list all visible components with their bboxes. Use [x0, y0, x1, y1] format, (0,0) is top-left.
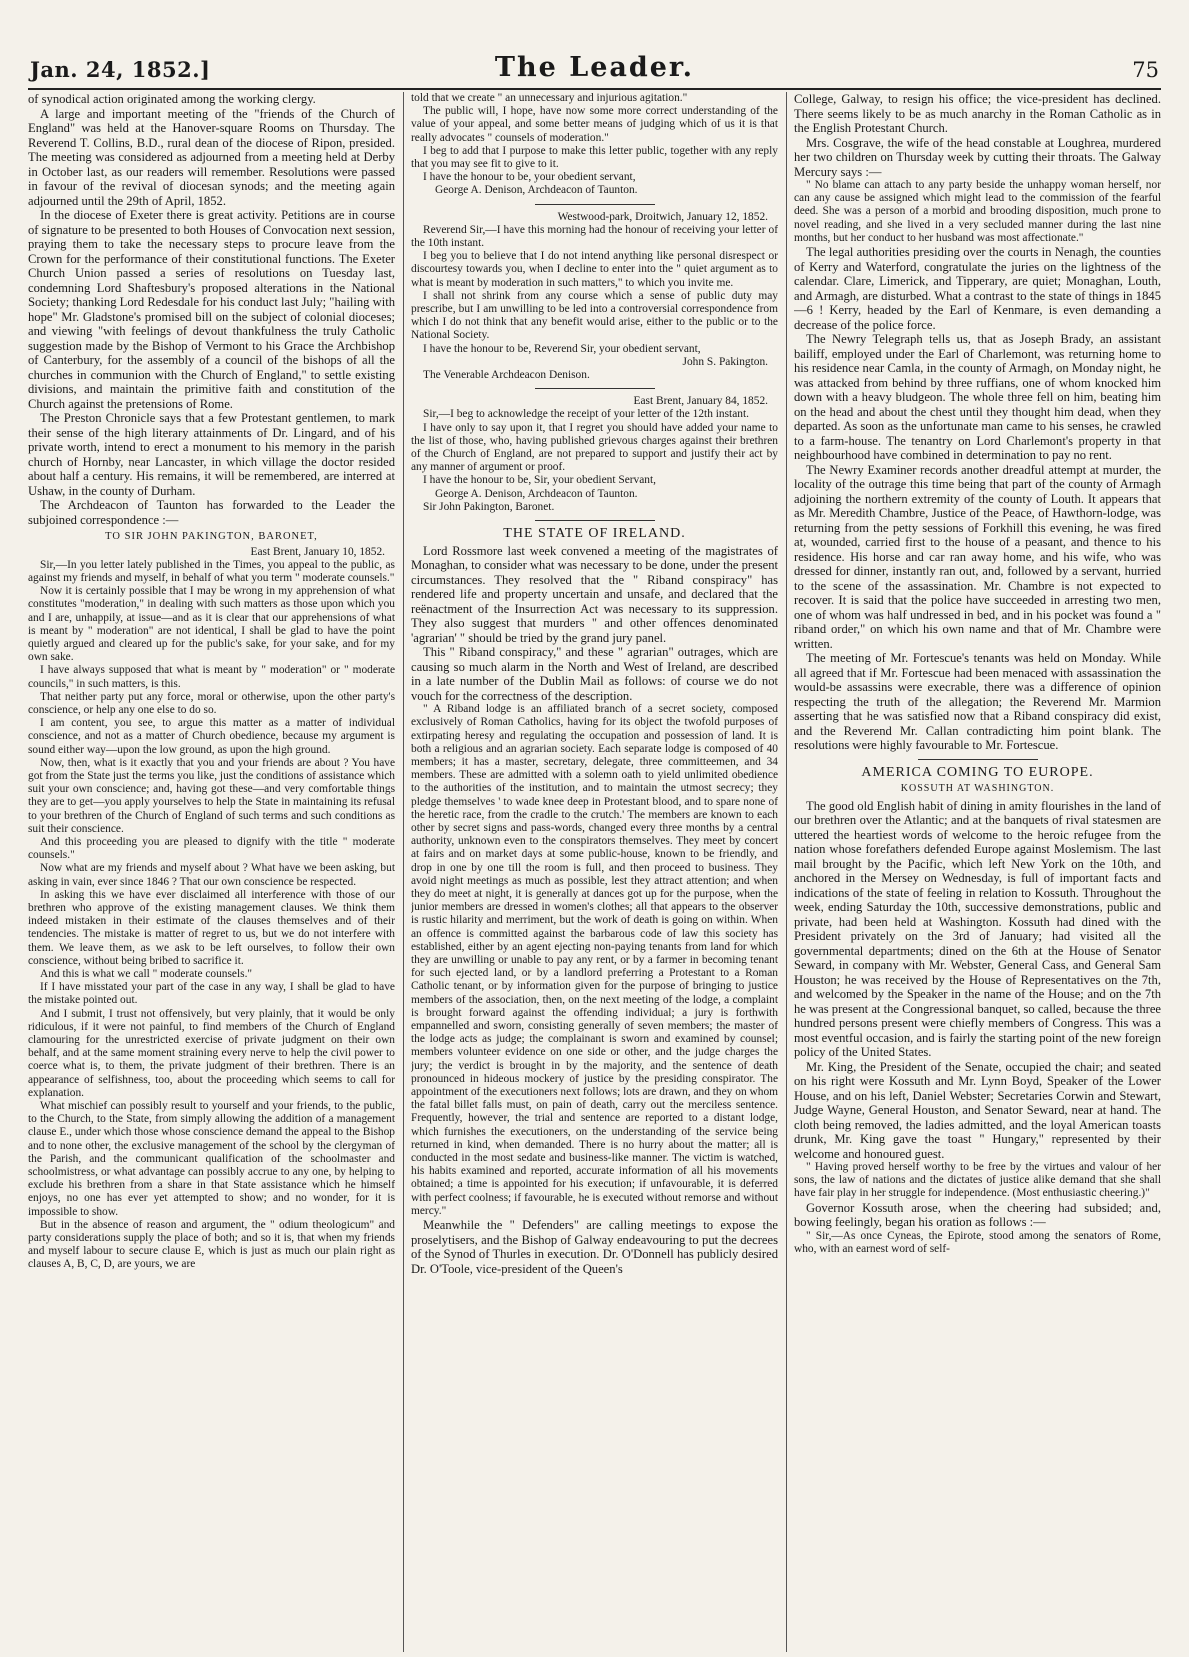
paragraph: of synodical action originated among the working clergy.	[28, 92, 316, 106]
paragraph: The good old English habit of dining in amity flourishes in the land of our brethren over the Atlantic; and at the banquets of rival statesmen are uttered the heartiest words of welcome to the heroic refugee from the nation whose forefathers defended Europe against Moslemism. The last mail brought by the Pacific, which left New York on the 10th, and anchored in the Mersey on Wednesday, is full of important facts and indications of the state of feeling in relation to Kossuth. Throughout the week, ending Saturday the 10th, successive demonstrations, public and private, had been held at Washington. Kossuth had dined with the President privately on the 3rd of January; had visited all the governmental departments; dined on the 6th at the House of Senator Seward, in company with Mr. Webster, General Cass, and General Sam Houston; he was received by the House of Representatives on the 7th, and welcomed by the Speaker in the name of the House; and on the 7th he was present at the Congressional banquet, so called, because the three hundred persons present were chiefly members of Congress. This was a most eventful occasion, and is fairly the starting point of the new foreign policy of the United States.	[794, 798, 1161, 1060]
paragraph: Now, then, what is it exactly that you and your friends are about ? You have got from the State just the terms you like, just the conditions of assistance which suit your own conscience; and, having got these—and very comfortable things they are to get—you apply yourselves to help the State in maintaining its refusal to your brethren of the Church of England of such terms and such conditions as suit their conscience.	[28, 756, 395, 835]
paragraph: In asking this we have ever disclaimed all interference with those of our brethren who approve of the existing management clauses. We think them indeed mistaken in their estimate of the clauses themselves and of their tendencies. The mistake is matter of regret to us, but we do not interfere with them. We leave them, as we ask to be left ourselves, to follow their own conscience, without being bribed to sacrifice it.	[28, 888, 395, 967]
paragraph: In the diocese of Exeter there is great activity. Petitions are in course of signature to be presented to both Houses of Convocation next session, praying them to take the necessary steps to procure leave from the Crown for the performance of their constitutional functions. The Exeter Church Union passed a series of resolutions on Tuesday last, condemning Lord Shaftesbury's proposed alterations in the National Society; thanking Lord Redesdale for his conduct last July; "hailing with hope" Mr. Gladstone's promised bill on the subject of colonial dioceses; and viewing "with feelings of devout thankfulness the truly Catholic suggestion made by the Bishop of Vermont to his Grace the Archbishop of Canterbury, for the assembly of a council of the bishops of all the churches in communion with the Church of England," to settle existing divisions, and maintain the primitive faith and constitution of the Church against the pretensions of Rome.	[28, 208, 395, 411]
paragraph: Lord Rossmore last week convened a meeting of the magistrates of Monaghan, to consider what was necessary to be done, under the present circumstances. They resolved that the " Riband conspiracy" has rendered life and property uncertain and unsafe, and declared that the reënactment of the Insurrection Act was necessary to its suppression. They also suggest that murders " and other offences denominated 'agrarian' " should be tried by the grand jury panel.	[411, 543, 778, 645]
paragraph: I have the honour to be, Sir, your obedient Servant,	[423, 474, 656, 487]
divider	[918, 759, 1038, 760]
page-header	[28, 40, 1161, 90]
paragraph: " Having proved herself worthy to be free by the virtues and valour of her sons, the law of nations and the dictates of justice alike demand that she shall have fair play in her struggle for independence. (Most enthusiastic cheering.)"	[794, 1161, 1161, 1200]
column-2	[411, 92, 778, 1652]
signature: John S. Pakington.	[682, 355, 768, 368]
section-heading: AMERICA COMING TO EUROPE.	[861, 764, 1094, 780]
letter-heading: TO SIR JOHN PAKINGTON, BARONET,	[105, 531, 318, 542]
section-heading: THE STATE OF IRELAND.	[503, 526, 686, 542]
paragraph: That neither party put any force, moral or otherwise, upon the other party's conscience, or help any one else to do so.	[28, 690, 395, 716]
paragraph: The public will, I hope, have now some more correct understanding of the value of your appeal, and some better means of judging which of us it is that really advocates " counsels of moderation."	[411, 105, 778, 144]
paragraph: I am content, you see, to argue this matter as a matter of individual conscience, and not as a matter of Church obedience, because my argument is sound either way—upon the low ground, as upon the high ground.	[28, 717, 395, 756]
signature: George A. Denison, Archdeacon of Taunton.	[435, 487, 638, 500]
paragraph: I beg to add that I purpose to make this letter public, together with any reply that you may see fit to give to it.	[411, 144, 778, 171]
paragraph: Governor Kossuth arose, when the cheering had subsided; and, bowing feelingly, began his oration as follows :—	[794, 1200, 1161, 1230]
paragraph: Now what are my friends and myself about ? What have we been asking, but asking in vain, ever since 1846 ? That our own conscience be respected.	[28, 862, 395, 888]
letter-body	[411, 395, 778, 514]
signature: George A. Denison, Archdeacon of Taunton.	[435, 184, 638, 197]
paragraph: told that we create " an unnecessary and injurious agitation."	[411, 92, 688, 104]
letter-dateline: Westwood-park, Droitwich, January 12, 1852.	[557, 210, 768, 223]
paragraph: I have the honour to be, Reverend Sir, your obedient servant,	[423, 342, 701, 355]
paragraph: " No blame can attach to any party beside the unhappy woman herself, nor can any cause be assigned which might lead to the commission of the fearful deed. She was a person of a morbid and brooding disposition, much prone to novel reading, and she lived in a very secluded manner during the last nine months, but her conduct to her husband was most affectionate."	[794, 179, 1161, 244]
paragraph: And this proceeding you are pleased to dignify with the title " moderate counsels."	[28, 835, 395, 862]
divider	[535, 520, 655, 521]
paragraph: But in the absence of reason and argument, the " odium theologicum" and party considerations supply the place of both; and so it is, that when my friends and myself labour to secure clause E, which is just as much our plain right as clauses A, B, C, D, are yours, we are	[28, 1218, 395, 1271]
paragraph: Mr. King, the President of the Senate, occupied the chair; and seated on his right were Kossuth and Mr. Lynn Boyd, Speaker of the Lower House, and on his left, Daniel Webster; Secretaries Corwin and Stewart, Judge Wayne, General Houston, and Senator Seward, near at hand. The cloth being removed, the ladies admitted, and the loyal American toasts drunk, Mr. King gave the toast " Hungary," represented by their welcome and honoured guest.	[794, 1059, 1161, 1161]
paragraph: The meeting of Mr. Fortescue's tenants was held on Monday. While all agreed that if Mr. Fortescue had been menaced with assassination the would-be assassins were execrable, there was a difference of opinion respecting the truth of the allegation; the Reverend Mr. Marmion asserting that he was satisfied now that a Riband conspiracy did exist, and the Reverend Mr. Callan contradicting him point blank. The resolutions were highly favourable to Mr. Fortescue.	[794, 651, 1161, 753]
paragraph: The Archdeacon of Taunton has forwarded to the Leader the subjoined correspondence :—	[28, 498, 395, 527]
paragraph: Reverend Sir,—I have this morning had the honour of receiving your letter of the 10th instant.	[411, 223, 778, 250]
paragraph: The legal authorities presiding over the courts in Nenagh, the counties of Kerry and Waterford, congratulate the juries on the lightness of the calendar. Clare, Limerick, and Tipperary, are quiet; Monaghan, Louth, and Armagh, are disturbed. What a contrast to the state of things in 1845—6 ! Kerry, headed by the Earl of Kenmare, is even demanding a decrease of the police force.	[794, 245, 1161, 332]
paragraph: The Venerable Archdeacon Denison.	[423, 369, 590, 382]
paragraph: And this is what we call " moderate counsels."	[40, 968, 253, 980]
column-divider	[786, 92, 787, 1652]
paragraph: I have only to say upon it, that I regret you should have added your name to the list of those, who, having published grievous charges against their brethren of the Church of England, are not prepared to support and justify their act by any manner of argument or proof.	[411, 421, 778, 474]
issue-date: Jan. 24, 1852.]	[30, 57, 211, 82]
paragraph: Sir John Pakington, Baronet.	[423, 500, 555, 513]
masthead-title: The Leader.	[494, 52, 695, 83]
letter-body	[28, 559, 395, 1272]
paragraph: I beg you to believe that I do not intend anything like personal disrespect or discourtesy towards you, when I decline to enter into the " quiet argument as to what is meant by moderation in such matters," to which you invite me.	[411, 250, 778, 289]
paragraph: College, Galway, to resign his office; the vice-president has declined. There seems likely to be as much anarchy in the Roman Catholic as in the English Protestant Church.	[794, 92, 1161, 135]
letter-dateline: East Brent, January 84, 1852.	[633, 395, 768, 408]
paragraph: The Preston Chronicle says that a few Protestant gentlemen, to mark their sense of the high literary attainments of Dr. Lingard, and of his private worth, intend to erect a monument to his memory in the parish church of Hornby, near Lancaster, in which village the doctor resided about half a century. His remains, it will be remembered, are interred at Ushaw, in the county of Durham.	[28, 411, 395, 498]
section-subheading: KOSSUTH AT WASHINGTON.	[900, 783, 1055, 795]
divider	[535, 388, 655, 389]
paragraph: Mrs. Cosgrave, the wife of the head constable at Loughrea, murdered her two children on Thursday week by cutting their throats. The Galway Mercury says :—	[794, 135, 1161, 179]
paragraph: " A Riband lodge is an affiliated branch of a secret society, composed exclusively of Roman Catholics, having for its object the twofold purposes of extirpating heresy and regulating the occupation and possession of land. It is both a religious and an agrarian society. Each separate lodge is composed of 40 members; it has a master, secretary, delegate, three committeemen, and 34 members. These are admitted with a solemn oath to yield unlimited obedience to the authorities of the institution, and to maintain the utmost secrecy; they pledge themselves ' to wade knee deep in Protestant blood, and to spare none of the heretic race, from the cradle to the crutch.' The members are known to each other by secret signs and pass-words, changed every three months by a central authority, unknown even to the conspirators themselves. They meet by concert at fairs and on market days at some public-house, known to be friendly, and drop in one by one till the room is full, and then proceed to business. They avoid night meetings as much as possible, lest they attract attention; and when they do meet at night, it is generally at dances got up for the purpose, when the junior members are dressed in women's clothes; all that appears to the observer is rustic hilarity and merriment, but the work of death is going on within. When an offence is committed against the barbarous code of law this society has established, either by an agent ejecting non-paying tenants from land for which they are unwilling or unable to pay any rent, or by a farmer in becoming tenant for such ejected land, or by a landlord preferring a Protestant to a Roman Catholic tenant, or by information given for the purpose of bringing to justice members of the association, then, on the next meeting of the lodge, a complaint is brought forward against the offending individual; a jury is forthwith empannelled and sworn, consisting generally of seven members; the master of the lodge acts as judge; the complainant is sworn and examined by counsel; members volunteer evidence on one side or other, and the judge charges the jury; the verdict is brought in by the majority, and the sentence of death pronounced in hideous mockery of justice by the presiding conspirator. The appointment of the executioners next follows; lots are drawn, and they on whom the fatal billet falls must, on pain of death, carry out the merciless sentence. Frequently, however, the trial and sentence are reported to a distant lodge, which furnishes the executioners, on the understanding of the service being returned in kind, when demanded. There is no hurry about the matter; all is conducted in the most sedate and business-like manner. The victim is watched, his habits examined and reported, accurate information of all his movements obtained; a time is appointed for his execution; if unfavourable, it is deferred with perfect coolness; if favourable, he is executed without remorse and without mercy."	[411, 703, 778, 1217]
paragraph: If I have misstated your part of the case in any way, I shall be glad to have the mistake pointed out.	[28, 981, 395, 1007]
paragraph: Now it is certainly possible that I may be wrong in my apprehension of what constitutes "moderation," in dealing with such matters as those upon which you and I are, unhappily, at issue—and as it is clear that our apprehensions of what is meant by " moderation" are not identical, I shall be glad to have the point quietly argued and cleared up for the public's sake, for your sake, and for my own sake.	[28, 585, 395, 664]
paragraph: This " Riband conspiracy," and these " agrarian" outrages, which are causing so much alarm in the North and West of Ireland, are described in a late number of the Dublin Mail as follows: of course we do not vouch for the correctness of the description.	[411, 645, 778, 703]
divider	[535, 204, 655, 205]
letter-dateline: East Brent, January 10, 1852.	[250, 545, 385, 558]
paragraph: Sir,—In you letter lately published in the Times, you appeal to the public, as against my friends and myself, in behalf of what you term " moderate counsels."	[28, 558, 395, 584]
paragraph: I shall not shrink from any course which a sense of public duty may prescribe, but I am unwilling to be led into a controversial correspondence from which I do not think that any benefit would arise, either to the public or to the National Society.	[411, 289, 778, 342]
paragraph: I have the honour to be, your obedient servant,	[423, 171, 636, 184]
column-3	[794, 92, 1161, 1652]
column-divider	[403, 92, 404, 1652]
paragraph: Meanwhile the " Defenders" are calling meetings to expose the proselytisers, and the Bishop of Galway endeavouring to put the decrees of the Synod of Thurles in execution. Dr. O'Donnell has publicly desired Dr. O'Toole, vice-president of the Queen's	[411, 1218, 778, 1276]
page-number: 75	[1132, 58, 1159, 82]
paragraph: And I submit, I trust not offensively, but very plainly, that it would be only ridiculous, if it were not painful, to find members of the Church of England clamouring for the unrestricted exercise of private judgment on their own behalf, and at the same moment straining every nerve to help the civil power to coerce what is, to them, the private judgment of their brethren. There is an appearance of selfishness, too, about the proceeding which seems to call for explanation.	[28, 1007, 395, 1099]
paragraph: Sir,—I beg to acknowledge the receipt of your letter of the 12th instant.	[423, 408, 749, 421]
paragraph: " Sir,—As once Cyneas, the Epirote, stood among the senators of Rome, who, with an earnest word of self-	[794, 1229, 1161, 1255]
column-1	[28, 92, 395, 1652]
columns	[28, 92, 1161, 1654]
paragraph: I have always supposed that what is meant by " moderation" or " moderate councils," in such matters, is this.	[28, 664, 395, 690]
paragraph: What mischief can possibly result to yourself and your friends, to the public, to the Church, to the State, from simply allowing the addition of a management clause E., under which those whose conscience demand the appeal to the Bishop and to none other, the exclusive management of the school by the clergyman of the Parish, and the communicant qualification of the schoolmaster and schoolmistress, or what advantage can possibly accrue to any one, by helping to exclude his brethren from a share in that State assistance which he himself enjoys, no one has ever yet attempted to show; and no wonder, for it is impossible to show.	[28, 1100, 395, 1218]
paragraph: The Newry Telegraph tells us, that as Joseph Brady, an assistant bailiff, employed under the Earl of Charlemont, was returning home to his residence near Camla, in the county of Armagh, on Monday night, he was attacked from behind by three ruffians, one of whom knocked him down with a heavy bludgeon. The whole three fell on him, beating him on the head and about the chest until they thought him dead, when they departed. As soon as the unfortunate man came to his senses, he crawled to a farm-house. The tenantry on Lord Charlemont's property in that neighbourhood have combined in determination to pay no rent.	[794, 332, 1161, 463]
paragraph: A large and important meeting of the "friends of the Church of England" was held at the Hanover-square Rooms on Thursday. The Reverend T. Collins, B.D., rural dean of the diocese of Ripon, presided. The meeting was considered as adjourned from a meeting held at Derby in October last, as our readers will remember. Resolutions were passed in favour of the revival of diocesan synods; and the meeting again adjourned until the 29th of April, 1852.	[28, 106, 395, 208]
letter-body	[411, 211, 778, 383]
letter-body	[411, 92, 778, 198]
paragraph: The Newry Examiner records another dreadful attempt at murder, the locality of the outrage this time being that part of the county of Armagh adjoining the northern extremity of the county of Louth. It appears that as Mr. Meredith Chambre, Justice of the Peace, of Hawthorn-lodge, was returning from the petty sessions of Forkhill this evening, he was fired at, wounded, carried first to the house of a peasant, and thence to his residence. His horse and car ran away home, and his wife, who was dressed for dinner, instantly ran out, and, followed by a servant, hurried to the scene of the assassination. Mr. Chambre is not expected to recover. It is said that the police have succeeded in arresting two men, one of whom was half undressed in bed, and in his pocket was found a " riband order," on which his own name and that of Mr. Chambre were written.	[794, 462, 1161, 651]
